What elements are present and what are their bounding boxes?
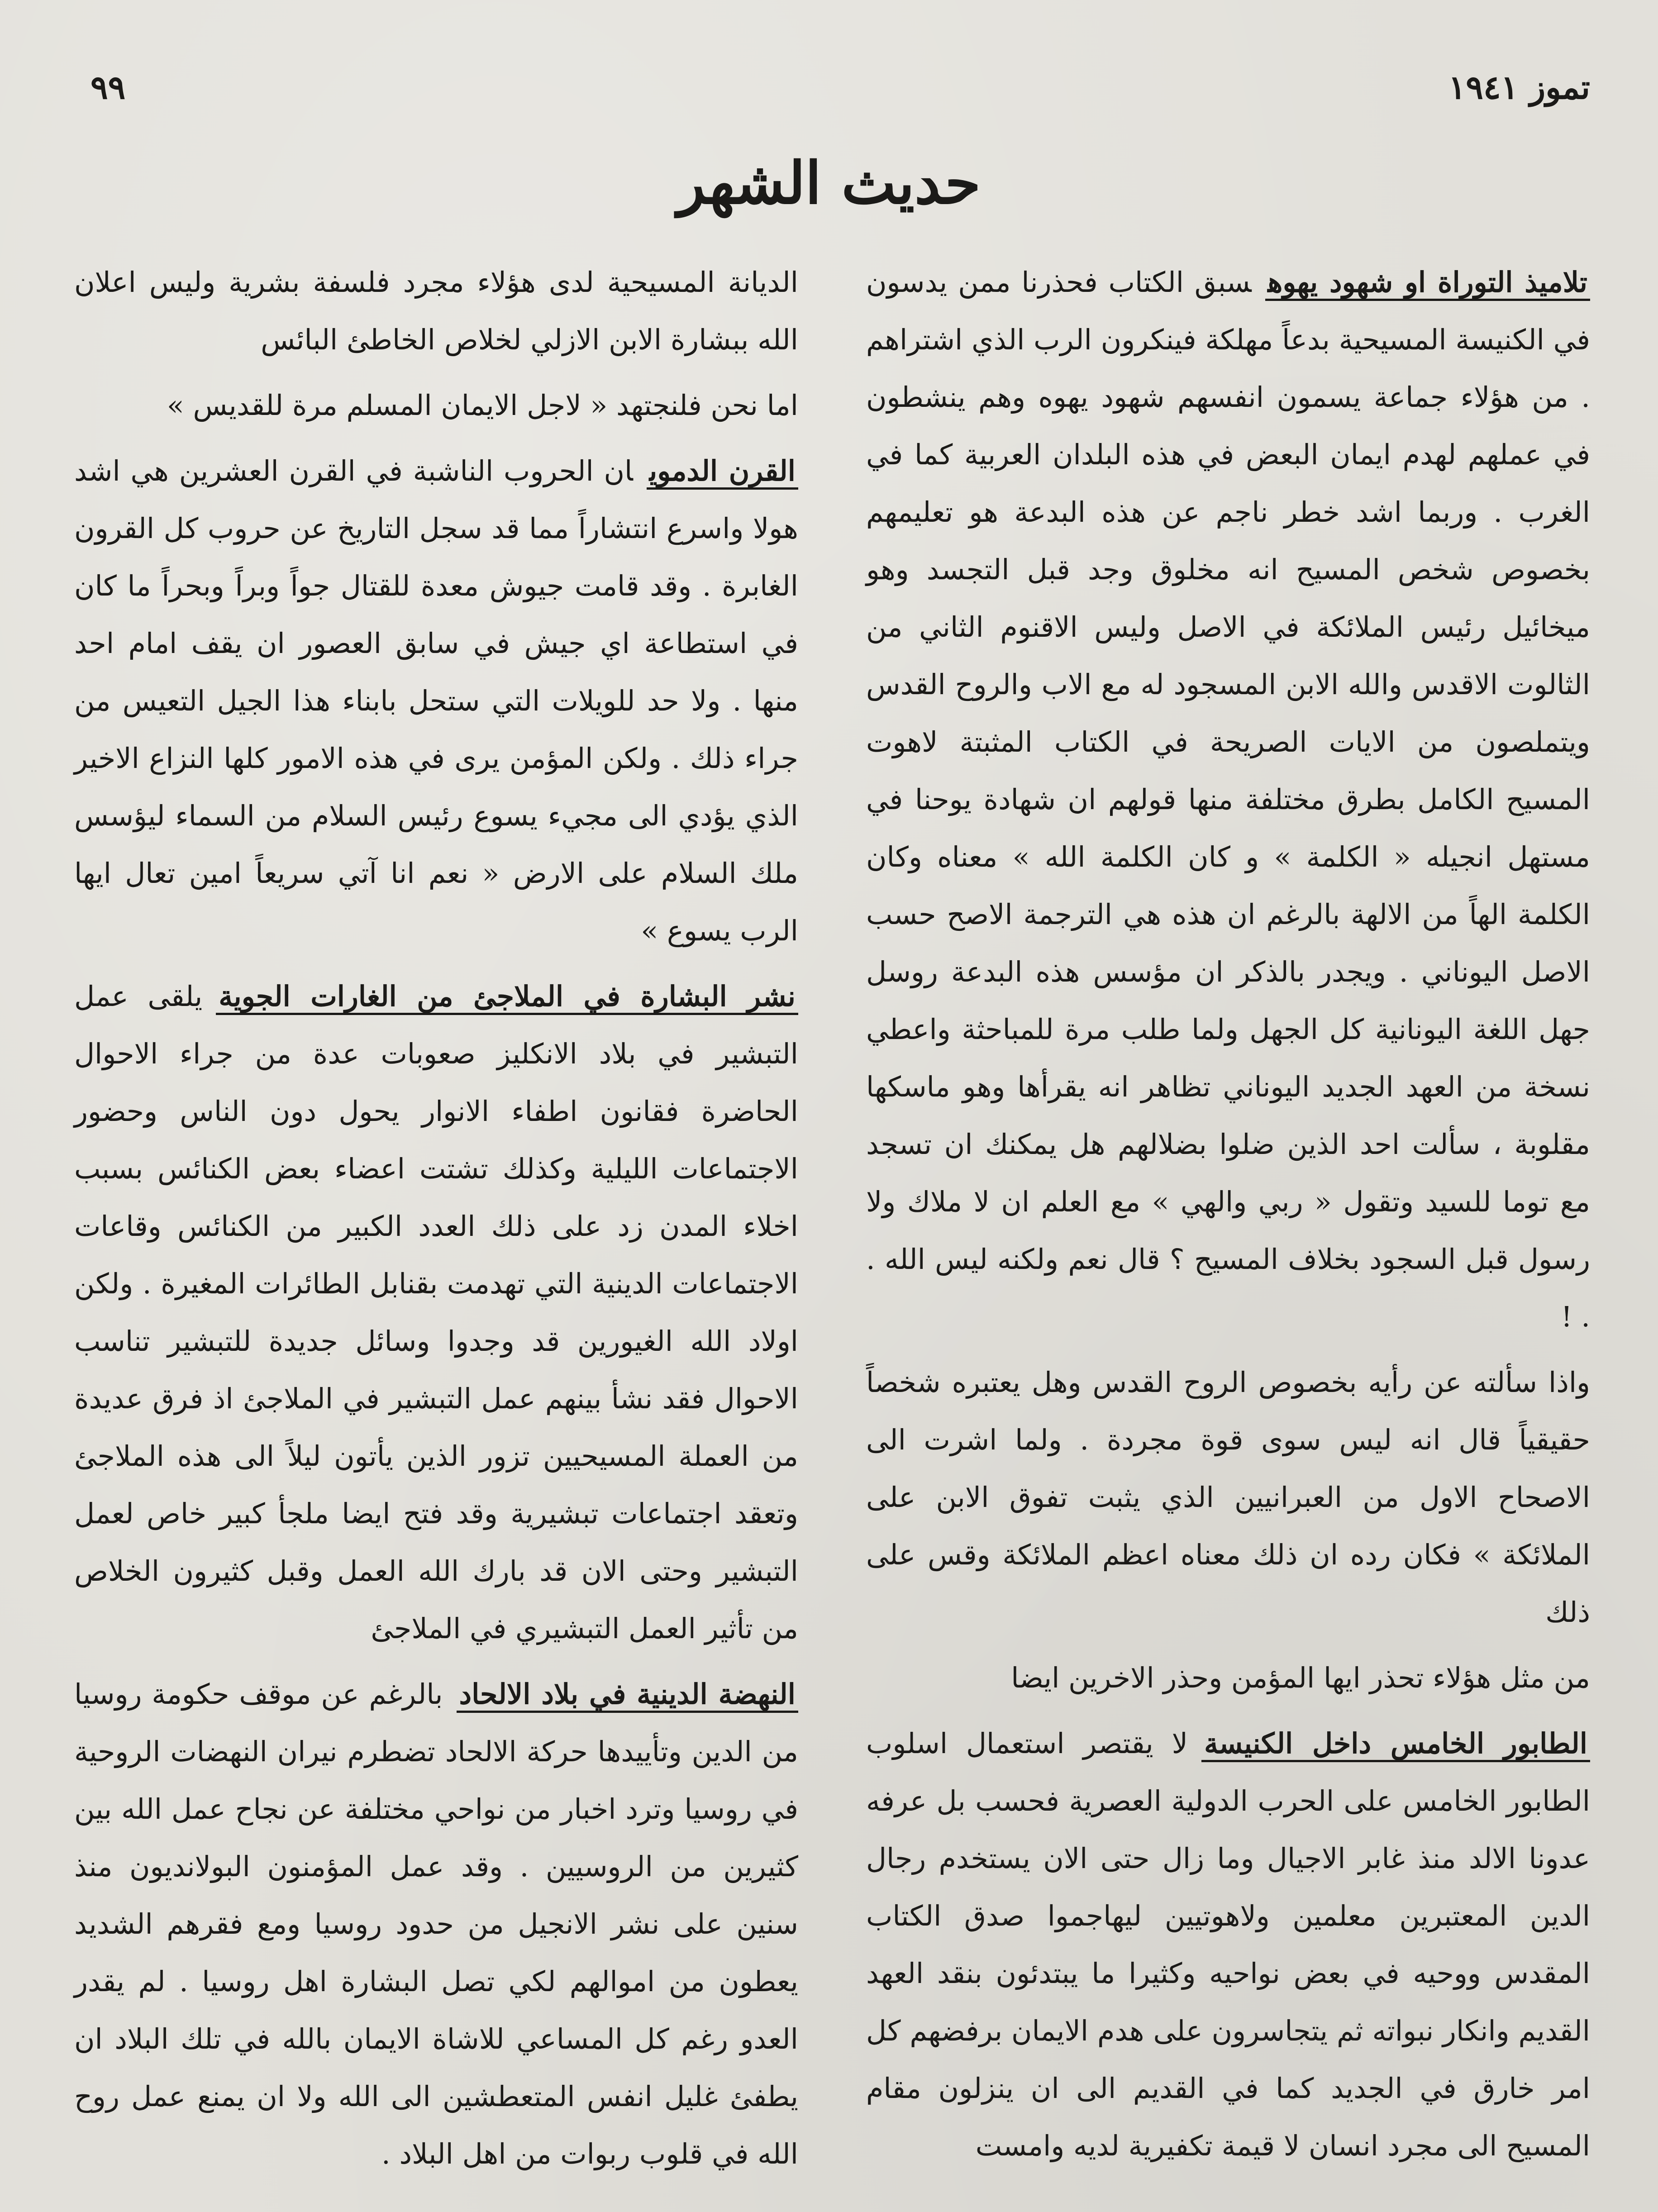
issue-date: تموز ١٩٤١ <box>1448 68 1590 106</box>
section-heading-shelters: نشر البشارة في الملاجئ من الغارات الجوية <box>216 980 798 1015</box>
section-heading-jehovah-witnesses: تلاميذ التوراة او شهود يهوه <box>1265 266 1590 301</box>
paragraph-text: بالرغم عن موقف حكومة روسيا من الدين وتأييدها حركة الالحاد تضطرم نيران النهضات الروحية في روسيا وترد اخبار من نواحي مختلفة عن نجاح عمل الله بين كثيرين من الروسيين . وقد عمل المؤمنون البولانديون منذ سنين على نشر الانجيل من حدود روسيا ومع فقرهم الشديد يعطون من اموالهم لكي تصل البشارة اهل روسيا . لم يقدر العدو رغم كل المساعي للاشاة الايمان بالله في تلك البلاد ان يطفئ غليل انفس المتعطشين الى الله ولا ان يمنع عمل روح الله في قلوب ربوات من اهل البلاد . <box>74 1678 798 2170</box>
paragraph <box>74 442 798 959</box>
section-heading-revival: النهضة الدينية في بلاد الالحاد <box>457 1678 799 1713</box>
paragraph-text: يلقى عمل التبشير في بلاد الانكليز صعوبات عدة من جراء الاحوال الحاضرة فقانون اطفاء الانوار يحول دون الناس وحضور الاجتماعات الليلية وكذلك تشتت اعضاء بعض الكنائس بسبب اخلاء المدن زد على ذلك العدد الكبير من الكنائس وقاعات الاجتماعات الدينية التي تهدمت بقنابل الطائرات المغيرة . ولكن اولاد الله الغيورين قد وجدوا وسائل جديدة للتبشير تناسب الاحوال فقد نشأ بينهم عمل التبشير في الملاجئ اذ فرق عديدة من العملة المسيحيين تزور الذين يأتون ليلاً الى هذه الملاجئ وتعقد اجتماعات تبشيرية وقد فتح ايضا ملجأ كبير خاص لعمل التبشير وحتى الان قد بارك الله العمل وقبل كثيرون الخلاص من تأثير العمل التبشيري في الملاجئ <box>74 980 799 1645</box>
paragraph-text: لا يقتصر استعمال اسلوب الطابور الخامس على الحرب الدولية العصرية فحسب بل عرفه عدونا الالد منذ غابر الاجيال وما زال حتى الان يستخدم رجال الدين المعتبرين معلمين ولاهوتيين ليهاجموا صدق الكتاب المقدس ووحيه في بعض نواحيه وكثيرا ما يبتدئون بنقد العهد القديم وانكار نبواته ثم يتجاسرون على هدم الايمان برفضهم كل امر خارق في الجديد كما في القديم الى ان ينزلون مقام المسيح الى مجرد انسان لا قيمة تكفيرية لديه وامست <box>866 1727 1590 2162</box>
paragraph-text: سبق الكتاب فحذرنا ممن يدسون في الكنيسة المسيحية بدعاً مهلكة فينكرون الرب الذي اشتراهم . من هؤلاء جماعة يسمون انفسهم شهود يهوه وهم ينشطون في عملهم لهدم ايمان البعض في هذه البلدان العربية كما في الغرب . وربما اشد خطر ناجم عن هذه البدعة هو تعليمهم بخصوص شخص المسيح انه مخلوق وجد قبل التجسد وهو ميخائيل رئيس الملائكة في الاصل وليس الاقنوم الثاني من الثالوت الاقدس والله الابن المسجود له مع الاب والروح القدس ويتملصون من الايات الصريحة في الكتاب المثبتة لاهوت المسيح الكامل بطرق مختلفة منها قولهم ان شهادة يوحنا في مستهل انجيله « الكلمة » و كان الكلمة الله » معناه وكان الكلمة الهاً من الالهة بالرغم ان هذه هي الترجمة الاصح حسب الاصل اليوناني . ويجدر بالذكر ان مؤسس هذه البدعة روسل جهل اللغة اليونانية كل الجهل ولما طلب مرة للمباحثة واعطي نسخة من العهد الجديد اليوناني تظاهر انه يقرأها وهو ماسكها مقلوبة ، سألت احد الذين ضلوا بضلالهم هل يمكنك ان تسجد مع توما للسيد وتقول « ربي والهي » مع العلم ان لا ملاك ولا رسول قبل السجود بخلاف المسيح ؟ قال نعم ولكنه ليس الله . . ! <box>866 266 1590 1333</box>
section-heading-bloody-century: القرن الدموي <box>647 454 798 490</box>
paragraph: واذا سألته عن رأيه بخصوص الروح القدس وهل يعتبره شخصاً حقيقياً قال انه ليس سوى قوة مجردة . ولما اشرت الى الاصحاح الاول من العبرانيين الذي يثبت تفوق الابن على الملائكة » فكان رده ان ذلك معناه اعظم الملائكة وقس على ذلك <box>866 1366 1590 1629</box>
paragraph-text: ان الحروب الناشبة في القرن العشرين هي اشد هولا واسرع انتشاراً مما قد سجل التاريخ عن حروب كل القرون الغابرة . وقد قامت جيوش معدة للقتال جواً وبراً وبحراً ما كان في استطاعة اي جيش في سابق العصور ان يقف امام احد منها . ولا حد للويلات التي ستحل بابناء هذا الجيل التعيس من جراء ذلك . ولكن المؤمن يرى في هذه الامور كلها النزاع الاخير الذي يؤدي الى مجيء يسوع رئيس السلام من السماء ليؤسس ملك السلام على الارض « نعم انا آتي سريعاً امين تعال ايها الرب يسوع » <box>74 454 799 947</box>
page-title: حديث الشهر <box>677 149 981 217</box>
right-column <box>866 253 1590 2174</box>
paragraph: اما نحن فلنجتهد « لاجل الايمان المسلم مرة للقديس » <box>167 389 798 422</box>
paragraph: من مثل هؤلاء تحذر ايها المؤمن وحذر الاخرين ايضا <box>1011 1661 1590 1694</box>
page-number: ٩٩ <box>91 68 126 106</box>
left-column <box>74 253 798 2183</box>
section-heading-fifth-column: الطابور الخامس داخل الكنيسة <box>1201 1727 1590 1762</box>
paragraph: الديانة المسيحية لدى هؤلاء مجرد فلسفة بشرية وليس اعلان الله ببشارة الابن الازلي لخلاص الخاطئ البائس <box>74 266 798 356</box>
paragraph <box>74 968 798 1657</box>
paragraph <box>866 253 1590 1345</box>
paragraph <box>74 1665 798 2183</box>
paragraph <box>866 1715 1590 2174</box>
